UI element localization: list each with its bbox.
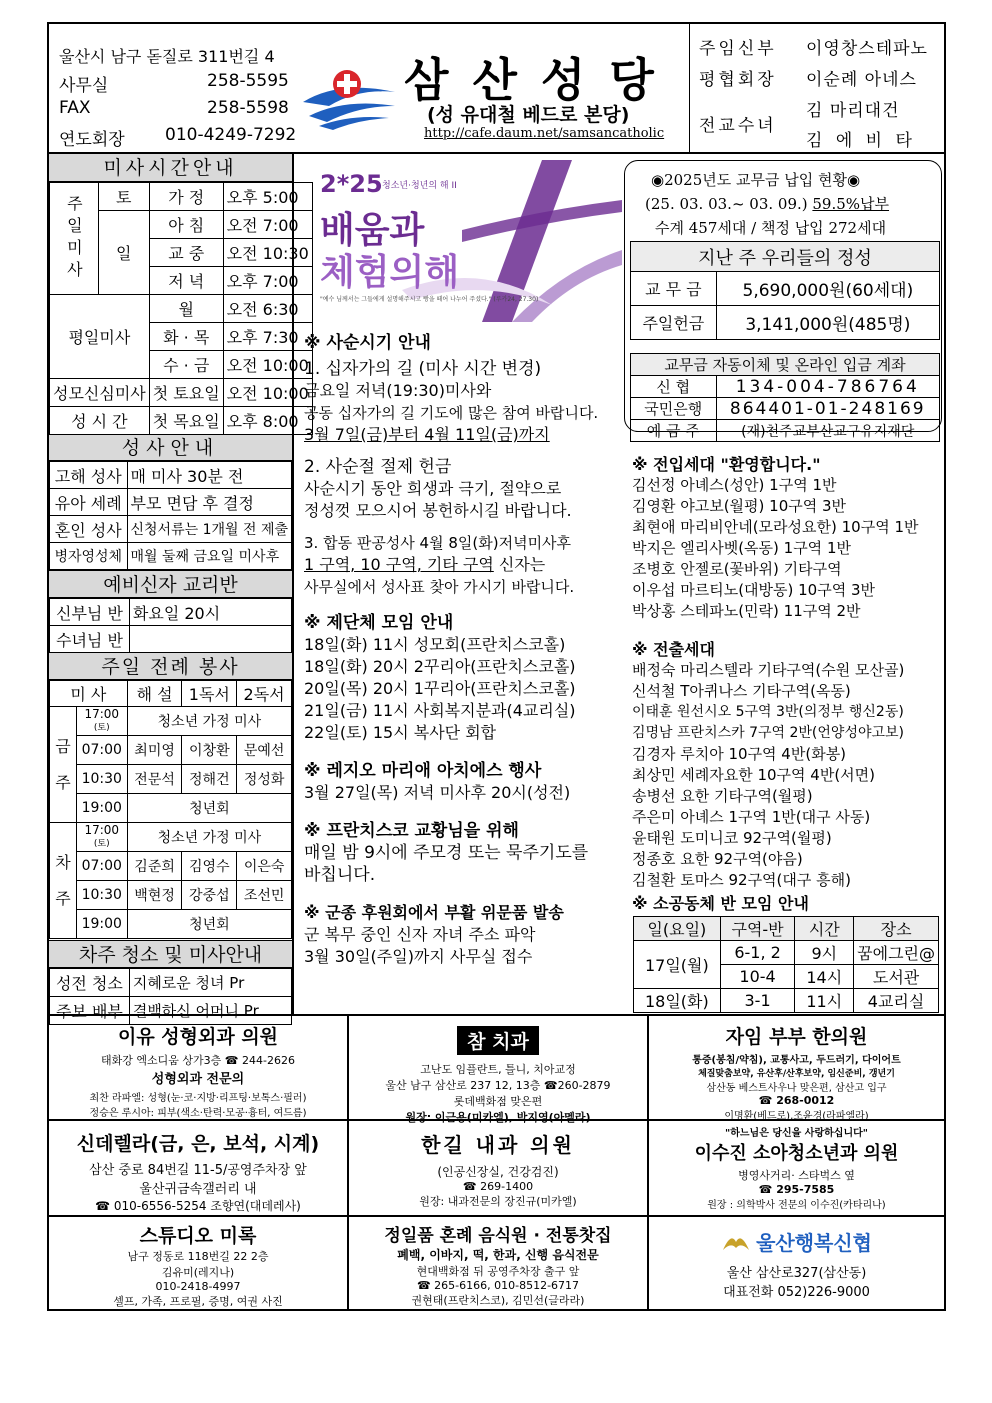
tithe-rate: 59.5%납부 [812, 195, 890, 213]
notice-line: 정성껏 모으시어 봉헌하시길 바랍니다. [304, 501, 572, 520]
notices [304, 332, 622, 968]
notice-title: ※ 사순시기 안내 [304, 333, 431, 353]
small-groups-table [633, 916, 939, 1013]
notice-line: 18일(화) 20시 2꾸리아(프란치스코홀) [304, 657, 576, 676]
notice-line: 21일(금) 11시 사회복지분과(4교리실) [304, 701, 576, 720]
sacrament-label: 혼인 성사 [50, 516, 128, 543]
sacrament-value: 신청서류는 1개월 전 제출 [127, 516, 292, 543]
mass-name: 교 중 [149, 239, 223, 267]
cafe-link[interactable]: http://cafe.daum.net/samsancatholic [424, 126, 665, 141]
ad-dental [349, 1016, 647, 1124]
offering-label: 교 무 금 [631, 272, 717, 306]
mass-time: 오후 7:00 [223, 267, 312, 295]
tithe-box [624, 160, 942, 440]
notice-title: ※ 레지오 마리애 아치에스 행사 [304, 761, 542, 781]
ads-section [49, 1014, 944, 1309]
right-column [624, 154, 944, 1014]
ad-line: "하느님은 당신을 사랑하십니다" [725, 1128, 868, 1139]
mass-name: 수 · 금 [149, 351, 223, 379]
moveout-list [632, 639, 944, 891]
group-place: 4교리실 [854, 989, 939, 1013]
liturgy-name: 이은숙 [237, 852, 292, 881]
bank-account: 134-004-786764 [716, 376, 940, 398]
ad-oriental-clinic [649, 1016, 944, 1122]
ad-line: 대표전화 052)226-9000 [723, 1285, 870, 1300]
duty-value: 지혜로운 청녀 Pr [129, 969, 291, 997]
notice-title: ※ 프란치스코 교황님을 위해 [304, 821, 519, 841]
ad-line: 현대백화점 뒤 공영주차장 출구 앞 [416, 1265, 580, 1278]
ad-line: 원장 : 의학박사 전문의 이수진(카타리나) [707, 1200, 886, 1211]
sacrament-value: 부모 면담 후 결정 [127, 489, 292, 516]
welcome-list [632, 454, 944, 622]
ad-internal-medicine [349, 1121, 647, 1215]
duty-value: 결백하신 어머니 Pr [129, 997, 291, 1025]
notice-line: 공동 십자가의 길 기도에 많은 참여 바랍니다. [304, 404, 599, 422]
office-phone: 258-5595 [207, 71, 289, 91]
sacraments-table [49, 461, 292, 570]
liturgy-name: 최미영 [127, 736, 182, 765]
ad-name: 참 치과 [457, 1026, 539, 1055]
ad-name: 한길 내과 의원 [421, 1133, 575, 1157]
notice-line: 신자는 [493, 555, 546, 574]
ad-line: 롯데백화점 맞은편 [453, 1095, 543, 1108]
list-item: 송병선 요한 기타구역(월평) [632, 787, 813, 805]
notice-line: 20일(목) 20시 1꾸리아(프란치스코홀) [304, 679, 576, 698]
notice-line: 사순시기 동안 희생과 극기, 절약으로 [304, 479, 562, 498]
col-mass: 미 사 [50, 681, 128, 707]
liturgy-name: 문예선 [237, 736, 292, 765]
moveout-title: ※ 전출세대 [632, 640, 715, 659]
list-item: 최현애 마리비안네(모라성요한) 10구역 1반 [632, 518, 919, 536]
ad-line: 원장: 이근용(미카엘), 박지영(아멜라) [405, 1111, 591, 1124]
ad-line: 남구 정동로 118번길 22 2층 [127, 1250, 269, 1263]
bank-label: 국민은행 [631, 398, 717, 420]
mass-time: 07:00 [76, 852, 127, 881]
ad-line: 이명환(베드로),조윤경(라파엘라) [724, 1111, 869, 1122]
group-area: 3-1 [720, 989, 795, 1013]
notice-line: 3월 30일(주일)까지 사무실 접수 [304, 947, 533, 966]
offering-label: 주일헌금 [631, 306, 717, 340]
ad-line: ☎ 268-0012 [758, 1094, 835, 1107]
notice-line: 매일 밤 9시에 주모경 또는 묵주기도를 [304, 843, 589, 863]
col-reading-2: 2독서 [237, 681, 292, 707]
fax-label: FAX [59, 98, 91, 118]
liturgy-name: 김준희 [127, 852, 182, 881]
notice-line: 3. 합동 판공성사 4월 8일(화)저녁미사후 [304, 534, 572, 552]
sacrament-label: 병자영성체 [50, 543, 128, 570]
header [49, 24, 944, 154]
sun-label: 일 [98, 211, 149, 295]
ad-credit-union [649, 1217, 944, 1311]
marian-mass-time: 오전 10:00 [223, 379, 312, 407]
list-item: 조병호 안젤로(꽃바위) 기타구역 [632, 560, 842, 578]
next-week-label: 차주 [50, 823, 77, 939]
mass-name: 월 [149, 295, 223, 323]
offering-value: 3,141,000원(485명) [716, 306, 939, 340]
ad-line: 울산 남구 삼산로 237 12, 13층 ☎260-2879 [385, 1079, 611, 1092]
ad-line: 최찬 라파엘: 성형(눈·코·지방·리프팅·보톡스·필러) [89, 1093, 307, 1104]
class-label: 수녀님 반 [50, 626, 130, 653]
mass-times-table [49, 182, 313, 435]
mass-time: 오후 5:00 [223, 183, 312, 211]
poster-year: 2*25 [320, 170, 383, 198]
notice-line: 22일(토) 15시 복사단 회합 [304, 723, 497, 742]
ad-line: 통증(봉침/약침), 교통사고, 두드러기, 다이어트 [692, 1055, 901, 1066]
council-role: 평협회장 [699, 70, 777, 90]
group-area: 6-1, 2 [720, 941, 795, 965]
liturgy-merged: 청소년 가정 미사 [127, 707, 291, 736]
liturgy-name: 강중섭 [182, 881, 237, 910]
group-place: 도서관 [854, 965, 939, 989]
list-item: 이우섭 마르티노(대방동) 10구역 3반 [632, 581, 876, 599]
class-value [129, 626, 291, 653]
small-groups-title: ※ 소공동체 반 모임 안내 [632, 894, 809, 913]
group-area: 10-4 [720, 965, 795, 989]
mass-time: 오전 10:30 [223, 239, 312, 267]
mass-name: 가 정 [149, 183, 223, 211]
duty-label: 성전 청소 [50, 969, 130, 997]
group-time: 11시 [795, 989, 854, 1013]
mass-time: 오전 7:00 [223, 211, 312, 239]
list-item: 김명남 프란치스카 7구역 2반(언양성야고보) [632, 725, 904, 741]
mass-name: 화 · 목 [149, 323, 223, 351]
col-place: 장소 [854, 917, 939, 941]
ad-name: 이수진 소아청소년과 의원 [694, 1143, 899, 1164]
offering-title: 지난 주 우리들의 정성 [631, 242, 940, 272]
parish-title: 삼 산 성 당 [404, 53, 658, 107]
ad-name: 신데렐라(금, 은, 보석, 시계) [76, 1133, 320, 1155]
notice-line: 2. 사순절 절제 헌금 [304, 457, 452, 477]
liturgy-merged: 청소년 가정 미사 [127, 823, 291, 852]
notice-line: 3월 27일(목) 저녁 미사후 20시(성전) [304, 783, 571, 802]
group-day: 18일(화) [634, 989, 721, 1013]
liturgy-name: 전문석 [127, 765, 182, 794]
col-commentary: 해 설 [127, 681, 182, 707]
liturgy-name: 정해건 [182, 765, 237, 794]
col-day: 일(요일) [634, 917, 721, 941]
middle-column [294, 154, 624, 1014]
ad-name: 자임 부부 한의원 [725, 1026, 868, 1048]
mass-time: 10:30 [76, 765, 127, 794]
ad-clinic-1 [49, 1016, 347, 1119]
poster-title-1: 배움과 [320, 210, 425, 251]
ad-name: 이유 성형외과 의원 [117, 1026, 279, 1048]
ad-line: 태화강 엑소디움 상가3층 ☎ 244-2626 [101, 1054, 295, 1067]
left-column [49, 154, 309, 1021]
ad-line: 삼산동 베스트사우나 맞은편, 삼산고 입구 [706, 1083, 887, 1094]
poster-verse: "예수 님께서는 그들에게 설명해주시고 빵을 떼어 나누어 주셨다." (루카24, 27.30) [320, 296, 539, 303]
ad-line: 병영사거리· 스타벅스 옆 [738, 1169, 855, 1182]
bank-label: 신 협 [631, 376, 717, 398]
this-week-label: 금주 [50, 707, 77, 823]
class-label: 신부님 반 [50, 599, 130, 626]
council-name: 이순례 아네스 [806, 70, 917, 90]
sister-name-1: 김 마리대건 [806, 101, 900, 121]
sacrament-label: 고해 성사 [50, 462, 128, 489]
bank-account: 864401-01-248169 [716, 398, 940, 420]
sacraments-title: 성사안내 [49, 434, 292, 461]
mass-time: 10:30 [76, 881, 127, 910]
holy-hour-label: 성 시 간 [50, 407, 150, 435]
liturgy-merged: 청년회 [127, 794, 291, 823]
bank-label: 예 금 주 [631, 420, 717, 442]
mass-day: (토) [93, 839, 110, 849]
duty-label: 주보 배부 [50, 997, 130, 1025]
offering-table [630, 241, 940, 340]
ad-line: (인공신장실, 건강검진) [437, 1165, 559, 1179]
ad-line: 정승은 루시아: 피부(색소·탄력·모공·흉터, 여드름) [89, 1108, 307, 1119]
sacrament-value: 매월 둘째 금요일 미사후 [127, 543, 292, 570]
ad-line: 권현태(프란치스코), 김민선(글라라) [411, 1294, 585, 1307]
ad-line: ☎ 265-6166, 010-8512-6717 [416, 1279, 580, 1292]
notice-line: 1. 십자가의 길 (미사 시간 변경) [304, 359, 542, 379]
sunday-mass-label: 주일미사 [50, 183, 99, 295]
list-item: 이태훈 원선시오 5구역 3반(의정부 행신2동) [632, 704, 904, 720]
group-time: 9시 [795, 941, 854, 965]
bank-holder: (재)천주교부산교구유지재단 [716, 420, 940, 442]
ad-line: 울산 삼산로327(삼산동) [726, 1266, 867, 1281]
list-item: 김영환 야고보(월평) 10구역 3반 [632, 497, 847, 515]
list-item: 김경자 루치아 10구역 4반(화봉) [632, 745, 847, 763]
catechumen-table [49, 598, 292, 653]
group-day: 17일(월) [634, 941, 721, 989]
liturgy-name: 백현정 [127, 881, 182, 910]
catechumen-title: 예비신자 교리반 [49, 570, 292, 598]
holy-hour-time: 오후 8:00 [223, 407, 312, 435]
mass-day: (토) [93, 723, 110, 733]
mass-times-title: 미사시간안내 [49, 154, 292, 182]
liturgy-table [49, 680, 292, 939]
marian-mass-day: 첫 토요일 [149, 379, 223, 407]
liturgy-merged: 청년회 [127, 910, 291, 939]
ad-name: 울산행복신협 [756, 1231, 872, 1255]
ad-jewelry [49, 1121, 347, 1215]
mass-time: 오후 7:30 [223, 323, 312, 351]
tithe-period: (25. 03. 03.~ 03. 09.) 59.5%납부 [645, 195, 890, 213]
ad-line: 폐백, 이바지, 떡, 한과, 신행 음식전문 [397, 1248, 599, 1262]
ad-pediatrics [649, 1121, 944, 1215]
pastor-name: 이영창스테파노 [806, 39, 928, 59]
office-label: 사무실 [59, 76, 109, 96]
credit-union-logo-icon [721, 1230, 751, 1254]
tithe-title: ◉2025년도 교무금 납입 현황◉ [651, 171, 861, 189]
ad-line: ☎ 269-1400 [462, 1180, 534, 1193]
ad-name: 정일품 혼례 음식원 · 전통찻집 [384, 1226, 612, 1246]
tithe-summary: 수계 457세대 / 책정 납입 272세대 [655, 219, 887, 237]
bulletin-page [47, 22, 946, 1311]
notice-line: 바칩니다. [304, 865, 376, 885]
fax-number: 258-5598 [207, 98, 289, 118]
ad-line: 체질맞춤보약, 유산후/산후보약, 임신준비, 갱년기 [698, 1069, 895, 1079]
mass-time: 오전 10:00 [223, 351, 312, 379]
parish-address: 울산시 남구 돋질로 311번길 4 [59, 47, 275, 66]
notice-title: ※ 군종 후원회에서 부활 위문품 발송 [304, 903, 564, 922]
mass-name: 저 녁 [149, 267, 223, 295]
ad-wedding-food [349, 1217, 647, 1311]
list-item: 최상민 세례자요한 10구역 4반(서면) [632, 766, 876, 784]
list-item: 박상홍 스테파노(민락) 11구역 2반 [632, 602, 861, 620]
liturgy-name: 김영수 [182, 852, 237, 881]
credit-union-logo [649, 1227, 944, 1256]
list-item: 신석철 T아퀴나스 기타구역(옥동) [632, 682, 851, 700]
ad-line: ☎ 010-6556-5254 조향연(대데레사) [95, 1199, 301, 1213]
ad-line: 성형외과 전문의 [151, 1072, 245, 1087]
parish-logo-icon [299, 62, 399, 132]
marian-mass-label: 성모신심미사 [50, 379, 150, 407]
mass-name: 아 침 [149, 211, 223, 239]
sat-label: 토 [98, 183, 149, 211]
liturgy-name: 정성화 [237, 765, 292, 794]
holy-hour-day: 첫 목요일 [149, 407, 223, 435]
ad-line: 고난도 임플란트, 틀니, 치아교정 [420, 1063, 576, 1076]
list-item: 주은미 아녜스 1구역 1반(대구 사동) [632, 808, 871, 826]
bank-table [630, 353, 940, 442]
chair-phone: 010-4249-7292 [165, 125, 297, 145]
mass-time: 19:00 [76, 794, 127, 823]
list-item: 배정숙 마리스텔라 기타구역(수원 모산골) [632, 661, 905, 679]
mass-time: 17:00 [84, 823, 120, 837]
mass-time: 07:00 [76, 736, 127, 765]
list-item: 김선정 아녜스(성안) 1구역 1반 [632, 476, 837, 494]
ad-line: 울산귀금속갤러리 내 [139, 1182, 257, 1197]
liturgy-title: 주일 전례 봉사 [49, 652, 292, 680]
group-place: 꿈에그린@ [854, 941, 939, 965]
list-item: 박지은 엘리사벳(옥동) 1구역 1반 [632, 539, 851, 557]
chair-label: 연도회장 [59, 130, 125, 150]
mass-time: 19:00 [76, 910, 127, 939]
list-item: 김철환 토마스 92구역(대구 흥해) [632, 871, 851, 889]
bank-title: 교무금 자동이체 및 온라인 입금 계좌 [631, 354, 940, 376]
sister-name-2: 김 에 비 타 [806, 131, 916, 151]
notice-line: 군 복무 중인 신자 자녀 주소 파악 [304, 925, 536, 944]
col-reading-1: 1독서 [182, 681, 237, 707]
sister-role: 전교수녀 [699, 116, 777, 136]
sacrament-value: 매 미사 30분 전 [127, 462, 292, 489]
col-time: 시간 [795, 917, 854, 941]
ad-name: 스튜디오 미록 [139, 1225, 257, 1247]
offering-value: 5,690,000원(60세대) [716, 272, 939, 306]
sacrament-label: 유아 세례 [50, 489, 128, 516]
cleaning-title: 차주 청소 및 미사안내 [49, 940, 292, 968]
list-item: 정종호 요한 92구역(야음) [632, 850, 803, 868]
notice-line: 3월 7일(금)부터 4월 11일(금)까지 [304, 425, 550, 444]
ad-line: 원장: 내과전문의 장진규(미카엘) [419, 1195, 577, 1208]
ad-line: 010-2418-4997 [155, 1280, 241, 1293]
ad-line: 삼산 중로 84번길 11-5/공영주차장 앞 [89, 1163, 307, 1178]
liturgy-name: 이창환 [182, 736, 237, 765]
poster-title-2: 체험의해 [320, 252, 460, 293]
ad-line: 셀프, 가족, 프로필, 증명, 여권 사진 [113, 1295, 283, 1308]
ad-line: ☎ 295-7585 [758, 1183, 835, 1196]
ad-studio [49, 1217, 347, 1311]
notice-line: 금요일 저녁(19:30)미사와 [304, 381, 492, 400]
weekday-mass-label: 평일미사 [50, 295, 150, 379]
ad-line: 김유미(레지나) [161, 1266, 235, 1279]
notice-line: 18일(화) 11시 성모회(프란치스코홀) [304, 635, 566, 654]
parish-subtitle: (성 유대철 베드로 본당) [427, 104, 630, 126]
list-item: 윤태원 도미니코 92구역(월평) [632, 829, 832, 847]
theme-poster [312, 160, 622, 322]
liturgy-name: 조선민 [237, 881, 292, 910]
class-value: 화요일 20시 [129, 599, 291, 626]
mass-time: 17:00 [84, 707, 120, 721]
mass-time: 오전 6:30 [223, 295, 312, 323]
notice-line: 1 구역, 10 구역, 기타 구역 [304, 555, 494, 574]
pastor-role: 주임신부 [699, 39, 777, 59]
col-area: 구역-반 [720, 917, 795, 941]
notice-line: 사무실에서 성사표 찾아 가시기 바랍니다. [304, 578, 575, 596]
group-time: 14시 [795, 965, 854, 989]
welcome-title: ※ 전입세대 "환영합니다." [632, 455, 821, 474]
poster-tag: 청소년·청년의 해 II [382, 181, 457, 191]
notice-title: ※ 제단체 모임 안내 [304, 613, 454, 633]
